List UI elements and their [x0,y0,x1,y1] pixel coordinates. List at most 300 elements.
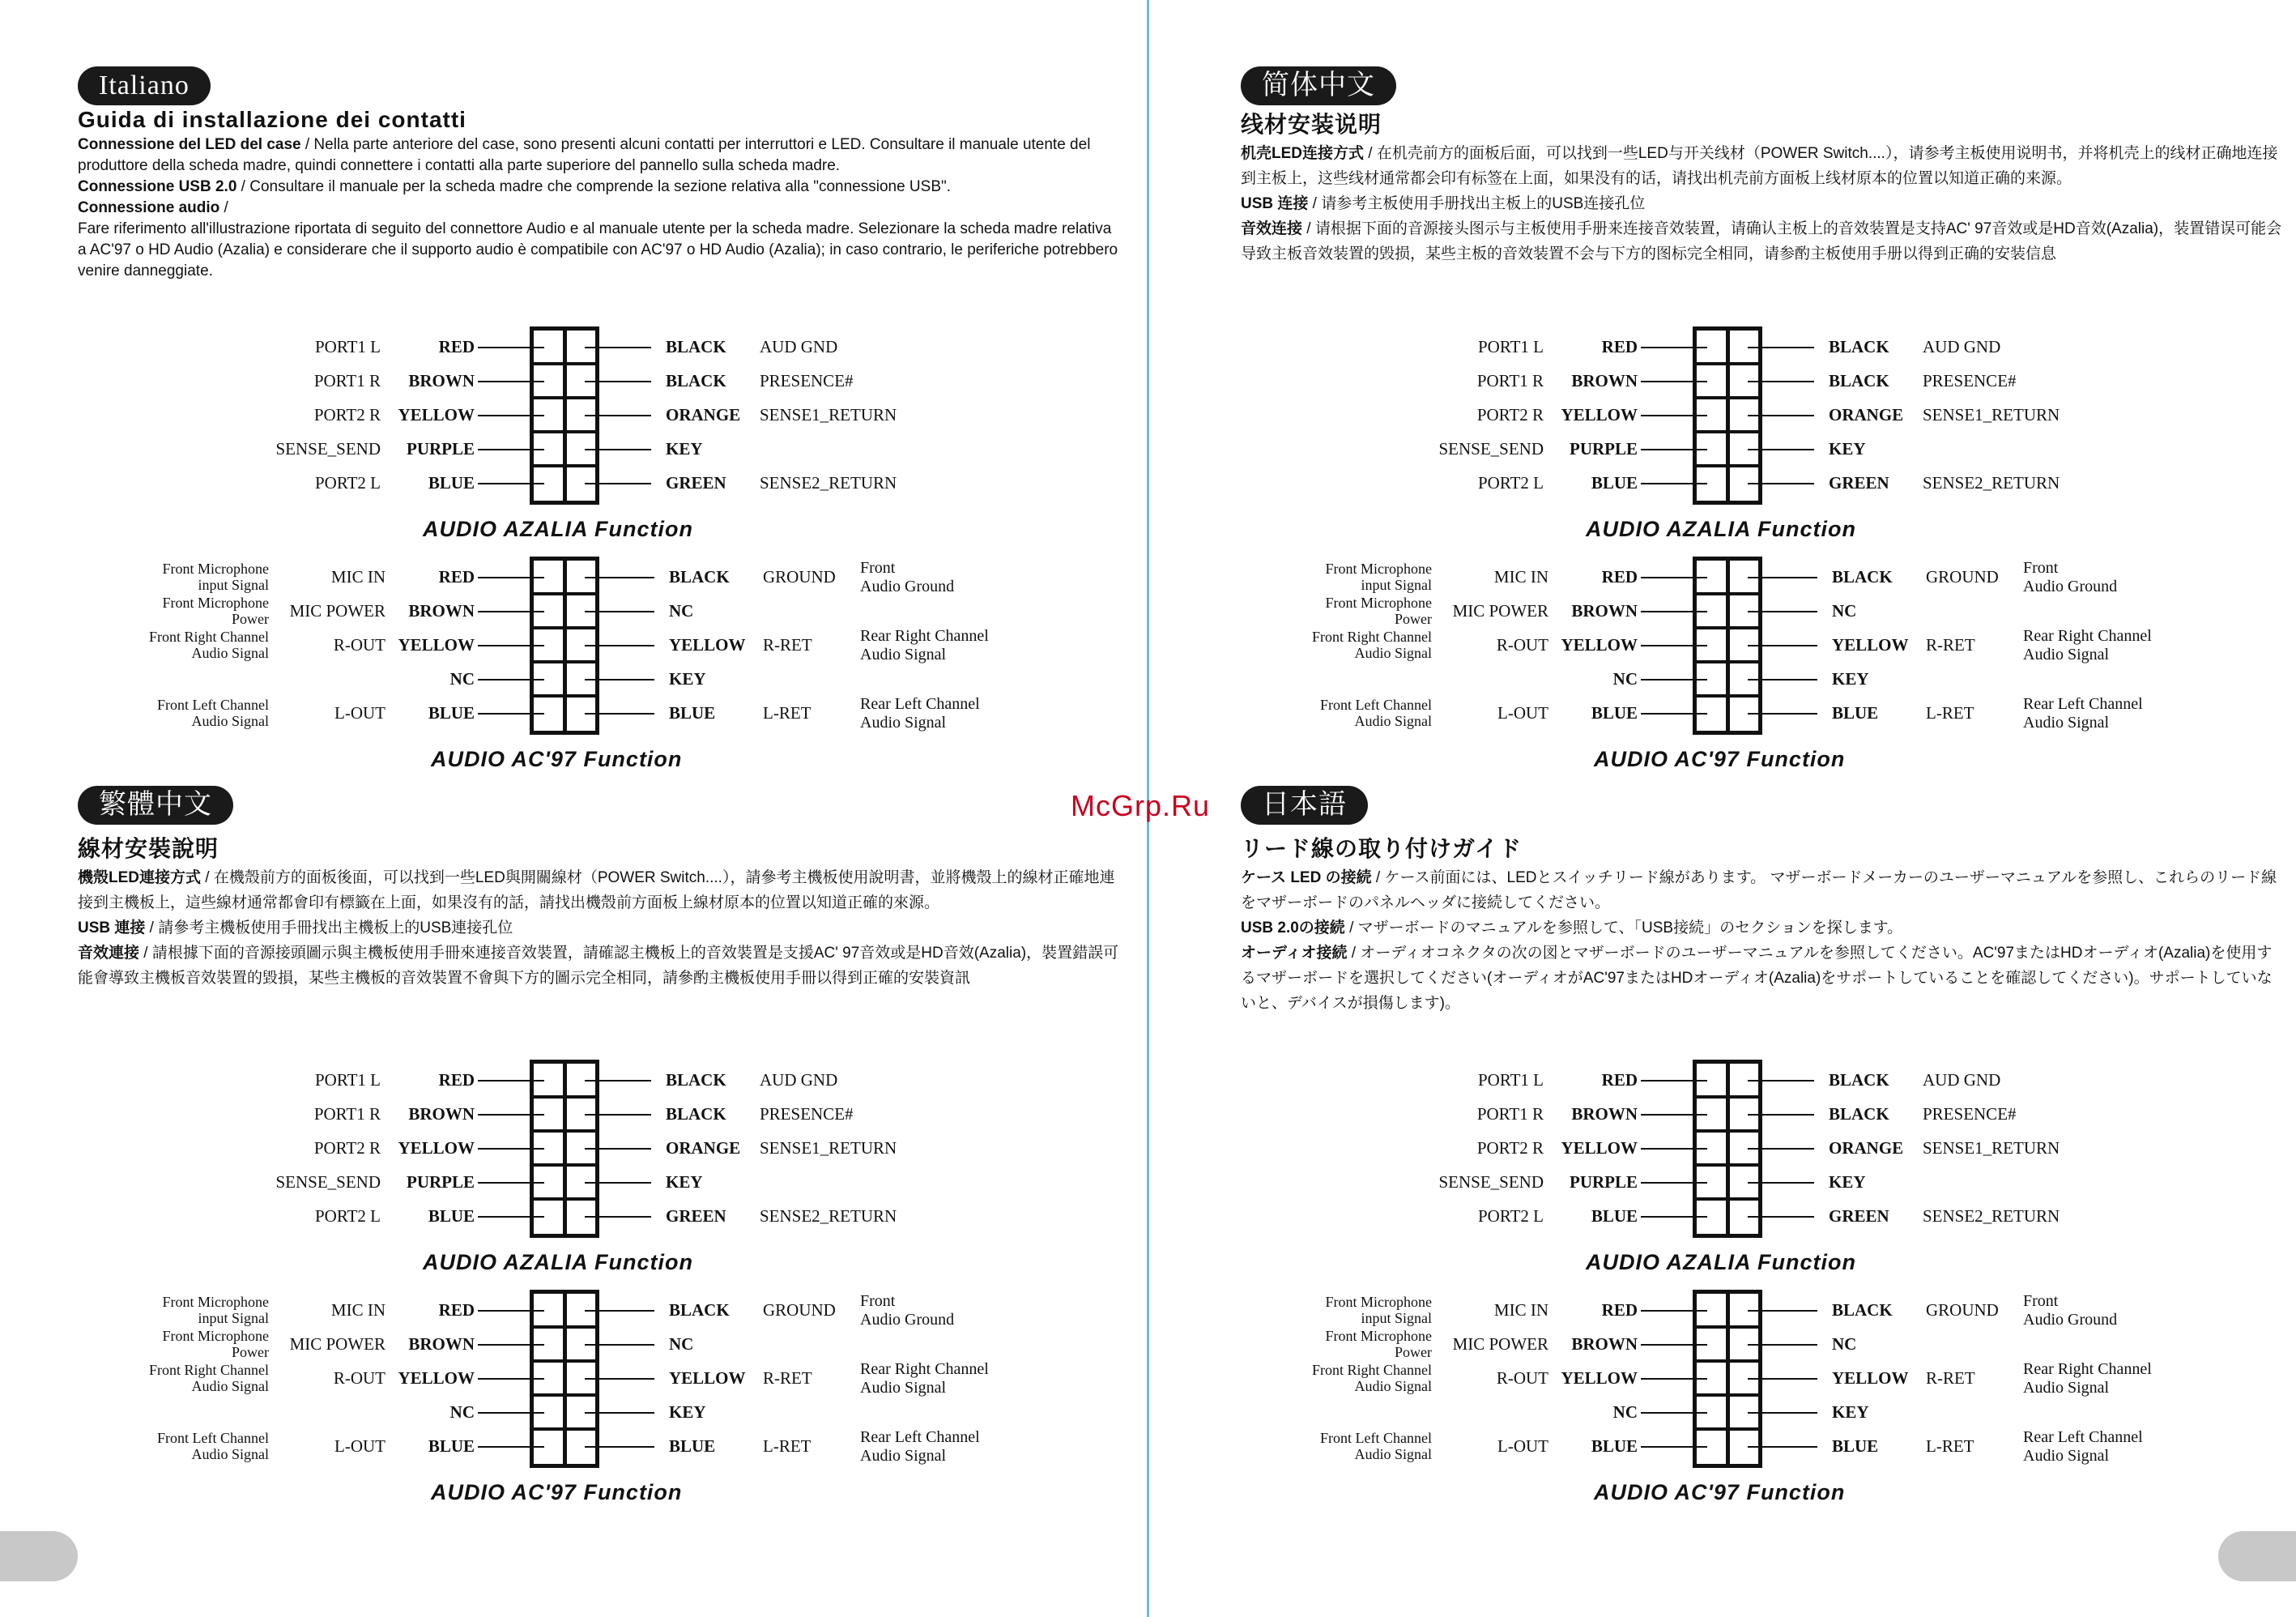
wire-color-left: NC [449,669,475,689]
wire-color-right: KEY [1832,669,1869,689]
wire-right [585,1446,654,1448]
pin-signal-right: SENSE2_RETURN [760,1206,897,1226]
description-line: Rear Right Channel [860,627,989,645]
description-line: Front Right Channel [149,629,269,645]
language-badge: Italiano [78,66,211,105]
wire-left [1641,713,1707,715]
pin-signal-left: PORT2 R [313,405,381,425]
wire-color-left: BROWN [408,1104,475,1124]
pin-signal-left: PORT2 R [313,1138,381,1158]
wire-color-left: RED [438,1300,475,1320]
pin-signal-left: MIC IN [1493,567,1548,587]
signal-description-left [1241,1294,1432,1326]
description-line: Audio Signal [860,1379,947,1397]
wire-right [585,1310,654,1312]
connector-row-divider [534,694,595,698]
signal-description-right [2023,1428,2143,1466]
description-line: Audio Ground [2023,578,2118,595]
signal-description-right [860,1360,989,1397]
pin-signal-left: L-OUT [1497,703,1548,723]
description-line: Front [2023,559,2059,577]
wire-right [1748,1216,1814,1218]
audio-ac97-diagram [78,554,1122,789]
pin-signal-right: PRESENCE# [1923,1104,2017,1124]
wire-left [478,1446,544,1448]
wire-color-left: RED [1601,1070,1638,1090]
pin-signal-left: PORT2 L [1478,1206,1544,1226]
paragraph-usb: Connessione USB 2.0 / Consultare il manuale per la scheda madre che comprende la sezione relativa alla "connessione USB". [78,178,952,195]
wire-right [1748,381,1814,382]
connector-row-divider [534,592,595,595]
pin-signal-right: SENSE2_RETURN [760,473,897,493]
connector-row-divider [534,1325,595,1329]
wire-left [1641,1148,1707,1150]
connector-row-divider [1697,464,1758,467]
wire-color-left: YELLOW [1561,405,1638,425]
wire-right [585,611,654,612]
description-line: input Signal [198,577,269,593]
wire-left [1641,347,1707,348]
pin-signal-left: MIC POWER [1452,1334,1548,1354]
wire-left [1641,1216,1707,1218]
pin-signal-left: PORT1 R [313,371,381,390]
wire-color-right: NC [1832,1334,1857,1354]
connector-row-divider [534,1095,595,1099]
wire-color-right: ORANGE [666,1138,741,1158]
language-badge: 繁體中文 [78,786,233,825]
section-body [78,134,1122,282]
wire-left [1641,1412,1707,1414]
pin-signal-left: MIC IN [330,1300,386,1320]
wire-left [478,1182,544,1184]
signal-description-left [78,595,269,627]
connector-row-divider [534,1427,595,1431]
audio-azalia-diagram [78,324,1122,559]
pin-signal-right: R-RET [1926,635,1975,655]
connector-divider [1726,561,1730,731]
connector-row-divider [534,1359,595,1363]
pin-signal-right: SENSE1_RETURN [760,405,897,425]
signal-description-right [2023,695,2143,732]
signal-description-left [1241,697,1432,729]
wire-color-right: ORANGE [666,405,741,425]
wire-color-right: BLACK [1832,567,1893,587]
wire-color-right: BLACK [1829,337,1889,356]
wire-right [585,449,651,450]
pin-signal-left: PORT2 R [1476,1138,1544,1158]
pin-signal-left: L-OUT [1497,1436,1548,1456]
wire-right [585,1148,651,1150]
pin-signal-left: PORT1 L [1478,1070,1544,1090]
pin-signal-right: R-RET [763,635,812,655]
wire-color-right: BLUE [669,1436,716,1456]
wire-color-left: BROWN [1571,1104,1638,1124]
connector-row-divider [1697,626,1758,629]
description-line: Rear Left Channel [2023,1428,2143,1446]
wire-color-right: BLUE [1832,703,1879,723]
audio-azalia-diagram [1241,1057,2285,1292]
connector-row-divider [1697,430,1758,433]
signal-description-left [78,1328,269,1360]
pin-signal-right: PRESENCE# [760,371,854,390]
description-line: Front Left Channel [1320,697,1432,713]
wire-left [478,1216,544,1218]
pin-signal-right: SENSE1_RETURN [760,1138,897,1158]
paragraph-usb: USB 連接 / 請參考主機板使用手冊找出主機板上的USB連接孔位 [78,919,513,936]
wire-color-right: BLACK [1829,1070,1889,1090]
description-line: Audio Signal [860,714,947,732]
wire-color-left: NC [449,1402,475,1422]
section-japanese [1241,786,2285,1016]
wire-color-right: GREEN [666,1206,726,1226]
pin-signal-right: GROUND [1926,567,1999,587]
wire-left [1641,679,1707,681]
pin-signal-left: R-OUT [1496,635,1548,655]
description-line: Audio Signal [191,1378,269,1394]
description-line: Front Left Channel [157,1430,269,1446]
signal-description-right [860,627,989,664]
pin-signal-right: PRESENCE# [1923,371,2017,390]
pin-signal-right: AUD GND [1923,337,2001,356]
page-tab-left [0,1531,78,1581]
pin-signal-left: PORT1 L [1478,337,1544,356]
connector-divider [563,561,567,731]
section-simplified-chinese [1241,66,2285,267]
section-body [1241,141,2285,267]
wire-right [1748,1080,1814,1082]
section-title: 線材安裝說明 [78,836,219,861]
signal-description-right [2023,559,2117,596]
wire-color-left: PURPLE [407,439,475,459]
paragraph-usb: USB 连接 / 请参考主板使用手册找出主板上的USB连接孔位 [1241,195,1646,212]
signal-description-left [78,1362,269,1394]
pin-signal-left: R-OUT [333,1368,386,1388]
paragraph-audio: Connessione audio / [78,199,228,216]
connector-row-divider [1697,396,1758,399]
wire-color-right: BLACK [666,337,726,356]
paragraph-usb: USB 2.0の接続 / マザーボードのマニュアルを参照して、「USB接続」のセクションを探します。 [1241,919,1903,936]
description-line: input Signal [198,1310,269,1326]
description-line: Rear Right Channel [2023,1360,2152,1378]
connector-row-divider [534,1129,595,1133]
wire-color-left: BLUE [428,1206,475,1226]
wire-color-left: YELLOW [398,1368,475,1388]
wire-color-right: KEY [669,669,706,689]
wire-color-right: YELLOW [669,1368,746,1388]
wire-color-right: BLUE [669,703,716,723]
connector-divider [1726,1294,1730,1464]
description-line: Power [1395,611,1432,627]
wire-color-left: YELLOW [398,1138,475,1158]
description-line: Audio Signal [191,713,269,729]
pin-signal-right: L-RET [1926,1436,1974,1456]
wire-right [1748,1412,1817,1414]
pin-signal-left: PORT2 R [1476,405,1544,425]
connector-row-divider [1697,1197,1758,1201]
description-line: input Signal [1361,577,1432,593]
wire-color-left: RED [438,1070,475,1090]
wire-color-right: KEY [1829,439,1866,459]
pin-signal-right: GROUND [763,567,836,587]
description-line: Audio Signal [2023,714,2110,732]
description-line: Audio Signal [2023,646,2110,663]
description-line: Front Microphone [1325,561,1432,577]
paragraph-case-led: Connessione del LED del case / Nella parte anteriore del case, sono presenti alcuni contatti per interruttori e LED. Consultare il manuale utente del produttore della scheda madre, quindi connettere i contatti alla parte superiore del pannello sulla scheda madre. [78,136,1091,174]
wire-left [478,449,544,450]
wire-color-right: NC [669,1334,694,1354]
section-title: Guida di installazione dei contatti [78,107,466,132]
signal-description-right [860,1428,980,1466]
signal-description-left [78,1294,269,1326]
wire-color-right: YELLOW [1832,635,1909,655]
wire-left [478,713,544,715]
description-line: Rear Left Channel [860,1428,980,1446]
connector-row-divider [534,362,595,365]
connector-row-divider [1697,1325,1758,1329]
signal-description-right [860,1292,954,1329]
wire-right [585,679,654,681]
pin-signal-left: PORT2 L [315,1206,381,1226]
wire-color-left: YELLOW [398,635,475,655]
wire-right [1748,483,1814,484]
wire-color-right: ORANGE [1829,405,1904,425]
wire-color-left: RED [438,567,475,587]
section-traditional-chinese [78,786,1122,991]
description-line: Front Microphone [162,1328,269,1344]
pin-signal-right: AUD GND [1923,1070,2001,1090]
signal-description-left [1241,1362,1432,1394]
description-line: Audio Signal [2023,1447,2110,1465]
description-line: Front Right Channel [1312,1362,1432,1378]
wire-color-left: YELLOW [1561,1368,1638,1388]
description-line: Audio Signal [1354,1446,1432,1462]
wire-color-right: KEY [666,1172,703,1192]
description-line: Front Microphone [1325,1294,1432,1310]
wire-color-left: BROWN [1571,1334,1638,1354]
wire-left [478,1310,544,1312]
description-line: Front Microphone [162,595,269,611]
connector-row-divider [534,1197,595,1201]
description-line: input Signal [1361,1310,1432,1326]
section-italiano [78,66,1122,282]
section-body [78,865,1122,991]
description-line: Audio Signal [1354,1378,1432,1394]
wire-color-left: PURPLE [407,1172,475,1192]
wire-left [1641,1182,1707,1184]
description-line: Rear Right Channel [2023,627,2152,645]
wire-color-left: NC [1612,1402,1638,1422]
wire-color-right: BLACK [1829,1104,1889,1124]
paragraph-case-led: 机壳LED连接方式 / 在机壳前方的面板后面，可以找到一些LED与开关线材（POWER Switch....），请参考主板使用说明书，并将机壳上的线材正确地连接到主板上，这些线材通常都会印有标签在上面，如果没有的话，请找出机壳前方面板上线材原本的位置以知道正确的来源。 [1241,145,2278,187]
pin-signal-right: AUD GND [760,1070,838,1090]
description-line: Power [232,611,269,627]
wire-color-left: RED [1601,1300,1638,1320]
connector-row-divider [1697,592,1758,595]
connector-row-divider [1697,1359,1758,1363]
connector-row-divider [534,430,595,433]
signal-description-right [860,695,980,732]
wire-right [585,415,651,416]
paragraph-audio: 音效連接 / 請根據下面的音源接頭圖示與主機板使用手冊來連接音效裝置，請確認主機板上的音效裝置是支援AC' 97音效或是HD音效(Azalia)，裝置錯誤可能會導致主機板音效裝置的毀損，某些主機板的音效裝置不會與下方的圖示完全相同，請參酌主機板使用手冊以得到正確的安裝資訊 [78,945,1119,987]
pin-signal-right: L-RET [763,1436,811,1456]
wire-color-right: BLACK [669,1300,730,1320]
paragraph-audio: 音效连接 / 请根据下面的音源接头图示与主板使用手册来连接音效装置，请确认主板上的音效装置是支持AC' 97音效或是HD音效(Azalia)，装置错误可能会导致主板音效装置的毁损，某些主板的音效装置不会与下方的图标完全相同，请参酌主板使用手册以得到正确的安装信息 [1241,220,2282,262]
wire-right [585,381,651,382]
wire-right [585,1114,651,1116]
audio-ac97-diagram [78,1287,1122,1522]
wire-right [1748,1344,1817,1346]
pin-signal-left: PORT1 L [315,337,381,356]
wire-right [1748,679,1817,681]
wire-left [1641,1310,1707,1312]
wire-left [1641,611,1707,612]
connector-divider [1726,331,1730,501]
description-line: Front Microphone [1325,595,1432,611]
signal-description-left [1241,629,1432,661]
wire-right [1748,611,1817,612]
wire-color-left: RED [438,337,475,356]
connector-row-divider [534,464,595,467]
connector-row-divider [534,1393,595,1397]
pin-signal-right: SENSE2_RETURN [1923,473,2060,493]
wire-color-left: BROWN [1571,601,1638,621]
wire-color-right: BLACK [669,567,730,587]
signal-description-right [2023,627,2152,664]
description-line: Power [232,1344,269,1360]
wire-right [1748,1378,1817,1380]
pin-signal-left: MIC IN [1493,1300,1548,1320]
wire-color-right: BLACK [666,1104,726,1124]
connector-divider [1726,1064,1730,1234]
pin-signal-left: PORT2 L [315,473,381,493]
description-line: Front Microphone [162,561,269,577]
description-line: Audio Ground [860,1311,955,1329]
wire-right [1748,1310,1817,1312]
signal-description-left [1241,595,1432,627]
wire-color-left: BLUE [1591,1436,1638,1456]
pin-signal-left: R-OUT [1496,1368,1548,1388]
connector-row-divider [1697,694,1758,698]
pin-signal-left: MIC POWER [289,601,386,621]
wire-color-left: BROWN [1571,371,1638,390]
pin-signal-right: AUD GND [760,337,838,356]
pin-signal-left: SENSE_SEND [1438,439,1544,459]
wire-left [478,1148,544,1150]
watermark: McGrp.Ru [1071,789,1211,822]
wire-left [1641,1446,1707,1448]
wire-left [478,1412,544,1414]
paragraph-audio: オーディオ接続 / オーディオコネクタの次の図とマザーボードのユーザーマニュアルを参照してください。AC'97またはHDオーディオ(Azalia)を使用するマザーボードを選択してください(オーディオがAC'97またはHDオーディオ(Azalia)をサポートしていることを確認してください)。サポートしていないと、デバイスが損傷します)。 [1241,945,2273,1012]
description-line: Audio Signal [860,646,947,663]
pin-signal-left: PORT1 R [313,1104,381,1124]
wire-left [478,1080,544,1082]
ac97-function-title: AUDIO AC'97 Function [1594,747,1846,771]
pin-signal-left: SENSE_SEND [275,439,381,459]
wire-color-right: BLUE [1832,1436,1879,1456]
wire-color-right: ORANGE [1829,1138,1904,1158]
connector-divider [563,1064,567,1234]
description-line: Audio Signal [1354,713,1432,729]
wire-color-right: NC [669,601,694,621]
pin-signal-right: L-RET [1926,703,1974,723]
wire-color-left: PURPLE [1570,1172,1638,1192]
wire-right [1748,645,1817,646]
description-line: Power [1395,1344,1432,1360]
description-line: Front Microphone [1325,1328,1432,1344]
wire-color-right: KEY [666,439,703,459]
ac97-function-title: AUDIO AC'97 Function [431,747,683,771]
description-line: Audio Signal [860,1447,947,1465]
connector-row-divider [1697,1163,1758,1167]
pin-signal-right: SENSE2_RETURN [1923,1206,2060,1226]
description-line: Front Right Channel [1312,629,1432,645]
wire-left [478,1114,544,1116]
pin-signal-right: R-RET [1926,1368,1975,1388]
connector-row-divider [1697,660,1758,663]
wire-right [1748,1182,1814,1184]
azalia-function-title: AUDIO AZALIA Function [1586,1250,1856,1274]
description-line: Front Right Channel [149,1362,269,1378]
wire-color-right: GREEN [1829,473,1889,493]
section-title: リード線の取り付けガイド [1241,836,1523,861]
wire-right [1748,1446,1817,1448]
paragraph-audio-detail: Fare riferimento all'illustrazione riportata di seguito del connettore Audio e al manuale utente per la scheda madre. Selezionare la scheda madre relativa a AC'97 o HD Audio (Azalia) e considerare che il supporto audio è compatibile con AC'97 o HD Audio (Azalia); in caso contrario, le periferiche potrebbero venire danneggiate. [78,220,1118,279]
pin-signal-left: MIC POWER [1452,601,1548,621]
audio-azalia-diagram [1241,324,2285,559]
audio-ac97-diagram [1241,554,2285,789]
wire-left [478,679,544,681]
paragraph-case-led: 機殼LED連接方式 / 在機殼前方的面板後面，可以找到一些LED與開關線材（POWER Switch....），請參考主機板使用說明書，並將機殼上的線材正確地連接到主機板上，這些線材通常都會印有標籤在上面，如果沒有的話，請找出機殼前方面板上線材原本的位置以知道正確的來源。 [78,869,1115,911]
wire-color-left: BLUE [1591,473,1638,493]
wire-left [1641,483,1707,484]
signal-description-left [78,561,269,593]
description-line: Front Microphone [162,1294,269,1310]
wire-color-right: KEY [669,1402,706,1422]
wire-right [585,483,651,484]
wire-color-left: NC [1612,669,1638,689]
wire-color-left: RED [1601,337,1638,356]
wire-color-left: BROWN [408,601,475,621]
signal-description-left [78,1430,269,1462]
description-line: Front [860,559,896,577]
wire-right [1748,415,1814,416]
wire-left [1641,415,1707,416]
section-body [1241,865,2285,1016]
wire-left [1641,1344,1707,1346]
wire-left [478,611,544,612]
wire-left [1641,645,1707,646]
azalia-function-title: AUDIO AZALIA Function [423,1250,693,1274]
pin-signal-left: PORT1 L [315,1070,381,1090]
description-line: Rear Left Channel [860,695,980,713]
wire-right [1748,1114,1814,1116]
wire-color-right: BLACK [1829,371,1889,390]
connector-divider [563,331,567,501]
wire-color-left: BROWN [408,1334,475,1354]
wire-right [1748,1148,1814,1150]
wire-right [585,1080,651,1082]
wire-right [1748,347,1814,348]
wire-color-right: YELLOW [1832,1368,1909,1388]
wire-right [585,645,654,646]
wire-right [1748,449,1814,450]
pin-signal-left: PORT2 L [1478,473,1544,493]
connector-row-divider [1697,1095,1758,1099]
signal-description-left [1241,1430,1432,1462]
wire-left [478,577,544,578]
signal-description-right [2023,1360,2152,1397]
azalia-function-title: AUDIO AZALIA Function [423,517,693,541]
